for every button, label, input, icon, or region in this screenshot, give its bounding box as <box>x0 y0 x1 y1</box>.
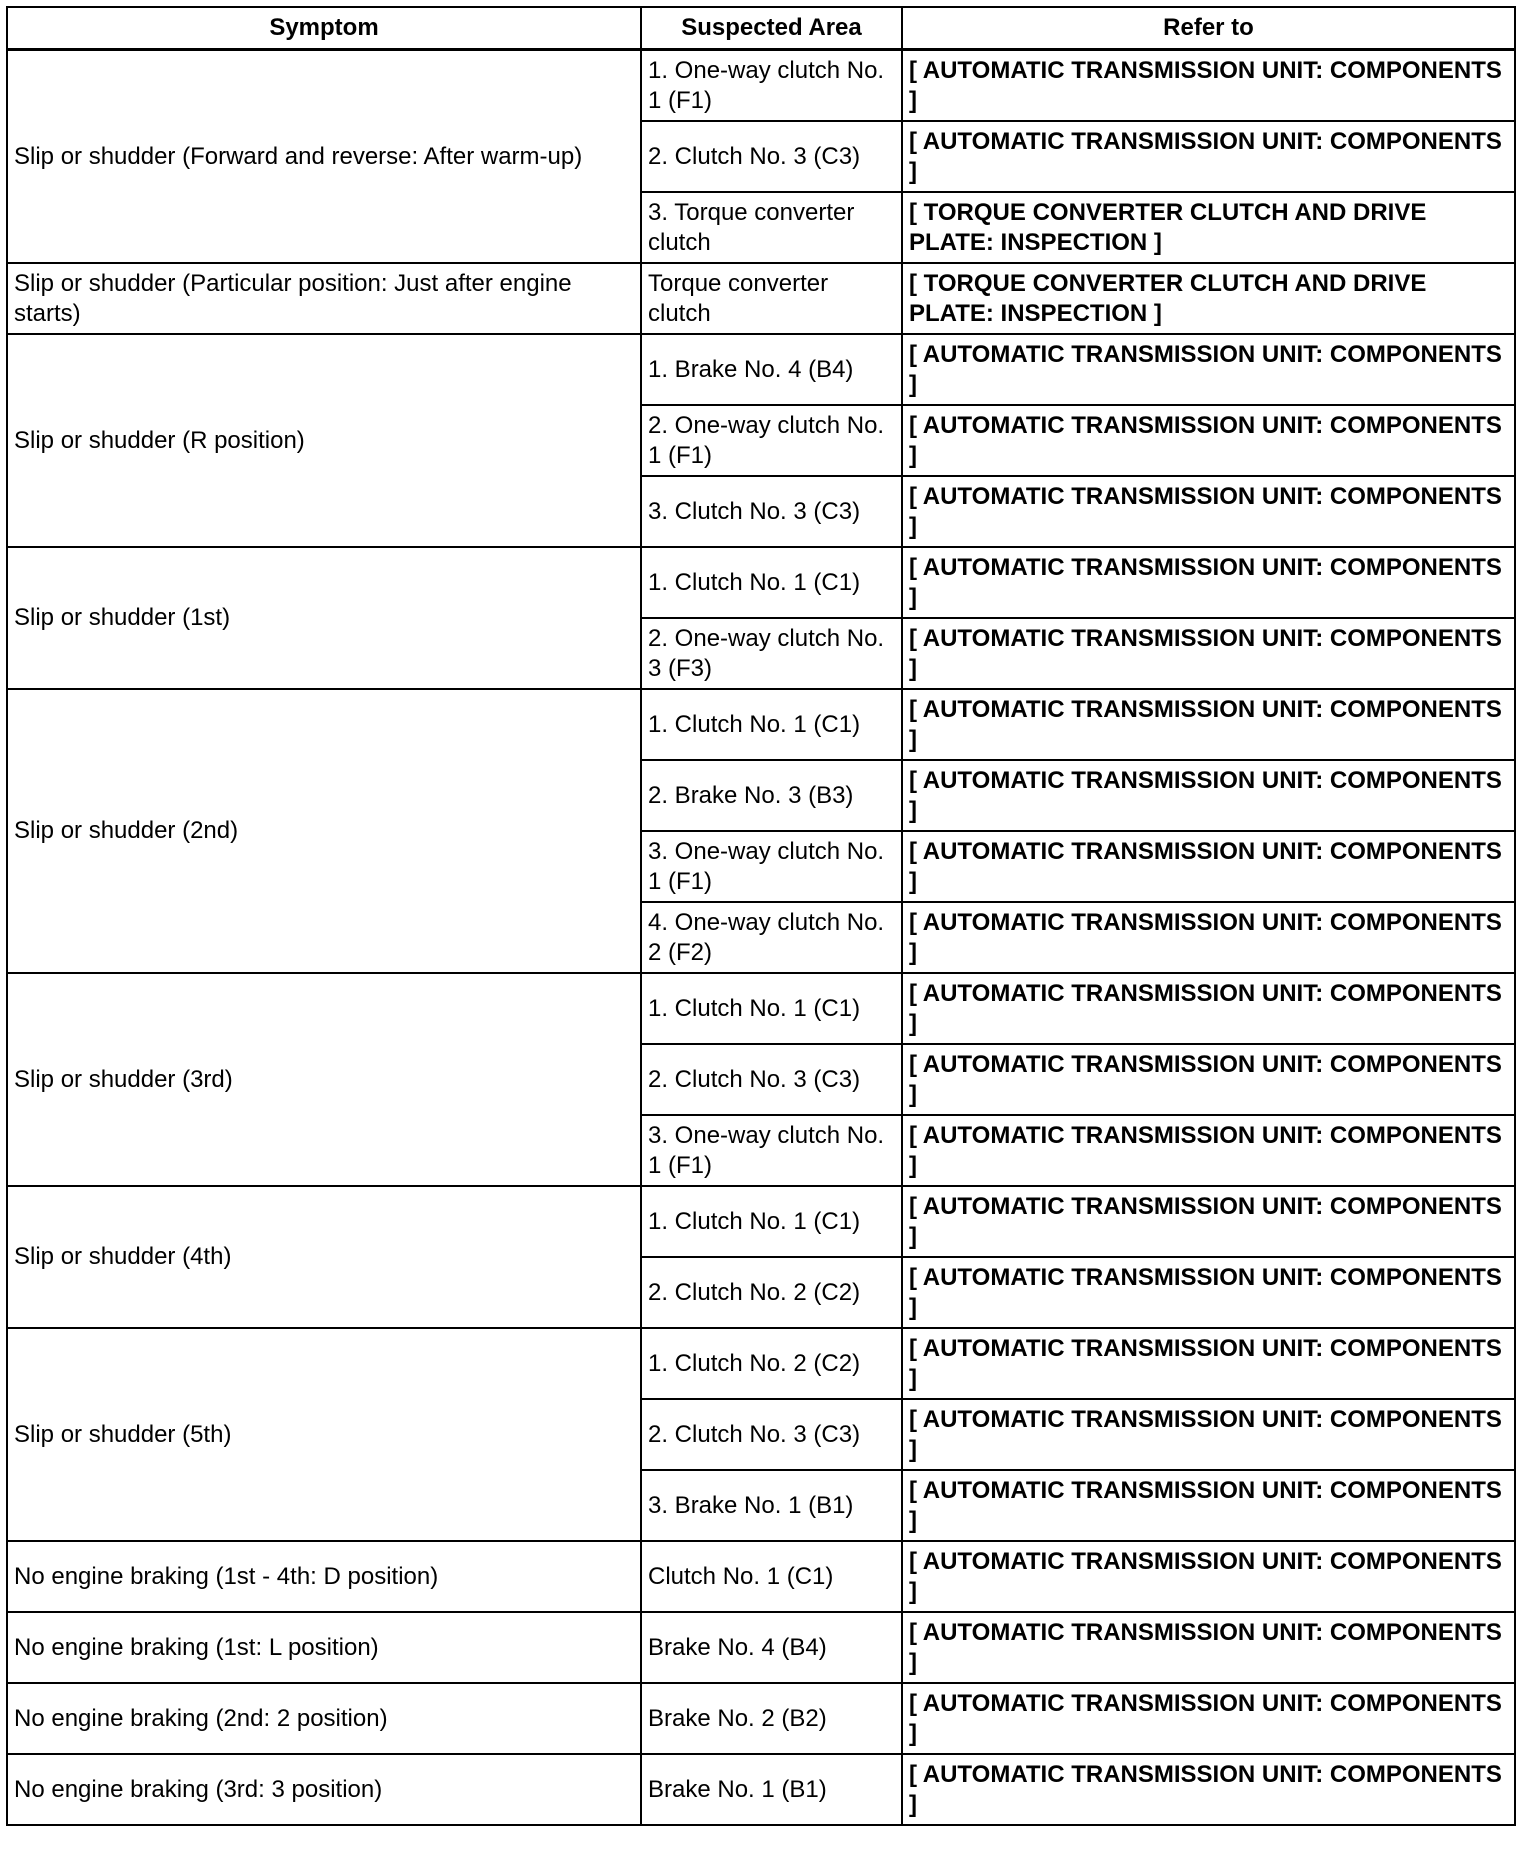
symptom-cell: No engine braking (1st - 4th: D position) <box>7 1541 641 1612</box>
header-row <box>7 7 1515 50</box>
suspected-area-cell: 3. Torque converter clutch <box>641 192 902 263</box>
suspected-area-cell: 1. Clutch No. 1 (C1) <box>641 1186 902 1257</box>
symptom-cell: No engine braking (1st: L position) <box>7 1612 641 1683</box>
table-row <box>7 1612 1515 1683</box>
refer-to-link[interactable]: [ AUTOMATIC TRANSMISSION UNIT: COMPONENTS ] <box>902 689 1515 760</box>
refer-to-link[interactable]: [ AUTOMATIC TRANSMISSION UNIT: COMPONENTS ] <box>902 1044 1515 1115</box>
refer-to-link[interactable]: [ AUTOMATIC TRANSMISSION UNIT: COMPONENTS ] <box>902 1257 1515 1328</box>
suspected-area-cell: 2. One-way clutch No. 1 (F1) <box>641 405 902 476</box>
suspected-area-cell: 1. Clutch No. 2 (C2) <box>641 1328 902 1399</box>
table-body <box>7 50 1515 1826</box>
refer-to-link[interactable]: [ AUTOMATIC TRANSMISSION UNIT: COMPONENTS ] <box>902 405 1515 476</box>
refer-to-link[interactable]: [ AUTOMATIC TRANSMISSION UNIT: COMPONENTS ] <box>902 547 1515 618</box>
suspected-area-cell: 2. Clutch No. 2 (C2) <box>641 1257 902 1328</box>
refer-to-link[interactable]: [ AUTOMATIC TRANSMISSION UNIT: COMPONENTS ] <box>902 1328 1515 1399</box>
suspected-area-cell: 1. Clutch No. 1 (C1) <box>641 547 902 618</box>
table-header <box>7 7 1515 50</box>
table-row <box>7 1754 1515 1825</box>
refer-to-link[interactable]: [ AUTOMATIC TRANSMISSION UNIT: COMPONENTS ] <box>902 902 1515 973</box>
refer-to-link[interactable]: [ AUTOMATIC TRANSMISSION UNIT: COMPONENTS ] <box>902 1754 1515 1825</box>
symptom-cell: Slip or shudder (3rd) <box>7 973 641 1186</box>
symptom-cell: No engine braking (2nd: 2 position) <box>7 1683 641 1754</box>
suspected-area-cell: 1. Clutch No. 1 (C1) <box>641 973 902 1044</box>
suspected-area-cell: 1. One-way clutch No. 1 (F1) <box>641 50 902 122</box>
refer-to-link[interactable]: [ AUTOMATIC TRANSMISSION UNIT: COMPONENTS ] <box>902 1186 1515 1257</box>
refer-to-link[interactable]: [ AUTOMATIC TRANSMISSION UNIT: COMPONENTS ] <box>902 121 1515 192</box>
table-row <box>7 263 1515 334</box>
suspected-area-cell: 3. One-way clutch No. 1 (F1) <box>641 1115 902 1186</box>
refer-to-link[interactable]: [ AUTOMATIC TRANSMISSION UNIT: COMPONENTS ] <box>902 973 1515 1044</box>
table-row <box>7 1683 1515 1754</box>
header-refer-to: Refer to <box>902 7 1515 50</box>
symptom-cell: Slip or shudder (2nd) <box>7 689 641 973</box>
symptom-table <box>6 6 1516 1826</box>
refer-to-link[interactable]: [ AUTOMATIC TRANSMISSION UNIT: COMPONENTS ] <box>902 1399 1515 1470</box>
refer-to-link[interactable]: [ TORQUE CONVERTER CLUTCH AND DRIVE PLATE: INSPECTION ] <box>902 192 1515 263</box>
refer-to-link[interactable]: [ AUTOMATIC TRANSMISSION UNIT: COMPONENTS ] <box>902 334 1515 405</box>
refer-to-link[interactable]: [ AUTOMATIC TRANSMISSION UNIT: COMPONENTS ] <box>902 476 1515 547</box>
refer-to-link[interactable]: [ AUTOMATIC TRANSMISSION UNIT: COMPONENTS ] <box>902 1470 1515 1541</box>
suspected-area-cell: 4. One-way clutch No. 2 (F2) <box>641 902 902 973</box>
table-row <box>7 689 1515 760</box>
suspected-area-cell: 2. Clutch No. 3 (C3) <box>641 1044 902 1115</box>
refer-to-link[interactable]: [ AUTOMATIC TRANSMISSION UNIT: COMPONENTS ] <box>902 1541 1515 1612</box>
suspected-area-cell: 2. Clutch No. 3 (C3) <box>641 1399 902 1470</box>
header-symptom: Symptom <box>7 7 641 50</box>
suspected-area-cell: 2. Clutch No. 3 (C3) <box>641 121 902 192</box>
refer-to-link[interactable]: [ AUTOMATIC TRANSMISSION UNIT: COMPONENTS ] <box>902 618 1515 689</box>
suspected-area-cell: Brake No. 1 (B1) <box>641 1754 902 1825</box>
symptom-cell: Slip or shudder (5th) <box>7 1328 641 1541</box>
symptom-cell: Slip or shudder (4th) <box>7 1186 641 1328</box>
suspected-area-cell: 2. Brake No. 3 (B3) <box>641 760 902 831</box>
refer-to-link[interactable]: [ AUTOMATIC TRANSMISSION UNIT: COMPONENTS ] <box>902 1612 1515 1683</box>
header-suspected-area: Suspected Area <box>641 7 902 50</box>
symptom-cell: Slip or shudder (Particular position: Just after engine starts) <box>7 263 641 334</box>
suspected-area-cell: Torque converter clutch <box>641 263 902 334</box>
symptom-cell: Slip or shudder (Forward and reverse: After warm-up) <box>7 50 641 264</box>
suspected-area-cell: 1. Clutch No. 1 (C1) <box>641 689 902 760</box>
refer-to-link[interactable]: [ AUTOMATIC TRANSMISSION UNIT: COMPONENTS ] <box>902 1115 1515 1186</box>
table-row <box>7 334 1515 405</box>
suspected-area-cell: Brake No. 4 (B4) <box>641 1612 902 1683</box>
suspected-area-cell: Clutch No. 1 (C1) <box>641 1541 902 1612</box>
suspected-area-cell: 3. Clutch No. 3 (C3) <box>641 476 902 547</box>
table-row <box>7 547 1515 618</box>
suspected-area-cell: 1. Brake No. 4 (B4) <box>641 334 902 405</box>
table-row <box>7 1186 1515 1257</box>
refer-to-link[interactable]: [ AUTOMATIC TRANSMISSION UNIT: COMPONENTS ] <box>902 1683 1515 1754</box>
refer-to-link[interactable]: [ TORQUE CONVERTER CLUTCH AND DRIVE PLATE: INSPECTION ] <box>902 263 1515 334</box>
suspected-area-cell: 3. Brake No. 1 (B1) <box>641 1470 902 1541</box>
refer-to-link[interactable]: [ AUTOMATIC TRANSMISSION UNIT: COMPONENTS ] <box>902 50 1515 122</box>
table-row <box>7 973 1515 1044</box>
suspected-area-cell: Brake No. 2 (B2) <box>641 1683 902 1754</box>
symptom-cell: Slip or shudder (R position) <box>7 334 641 547</box>
table-row <box>7 1328 1515 1399</box>
suspected-area-cell: 2. One-way clutch No. 3 (F3) <box>641 618 902 689</box>
table-row <box>7 50 1515 122</box>
refer-to-link[interactable]: [ AUTOMATIC TRANSMISSION UNIT: COMPONENTS ] <box>902 831 1515 902</box>
symptom-cell: Slip or shudder (1st) <box>7 547 641 689</box>
refer-to-link[interactable]: [ AUTOMATIC TRANSMISSION UNIT: COMPONENTS ] <box>902 760 1515 831</box>
suspected-area-cell: 3. One-way clutch No. 1 (F1) <box>641 831 902 902</box>
table-row <box>7 1541 1515 1612</box>
symptom-cell: No engine braking (3rd: 3 position) <box>7 1754 641 1825</box>
